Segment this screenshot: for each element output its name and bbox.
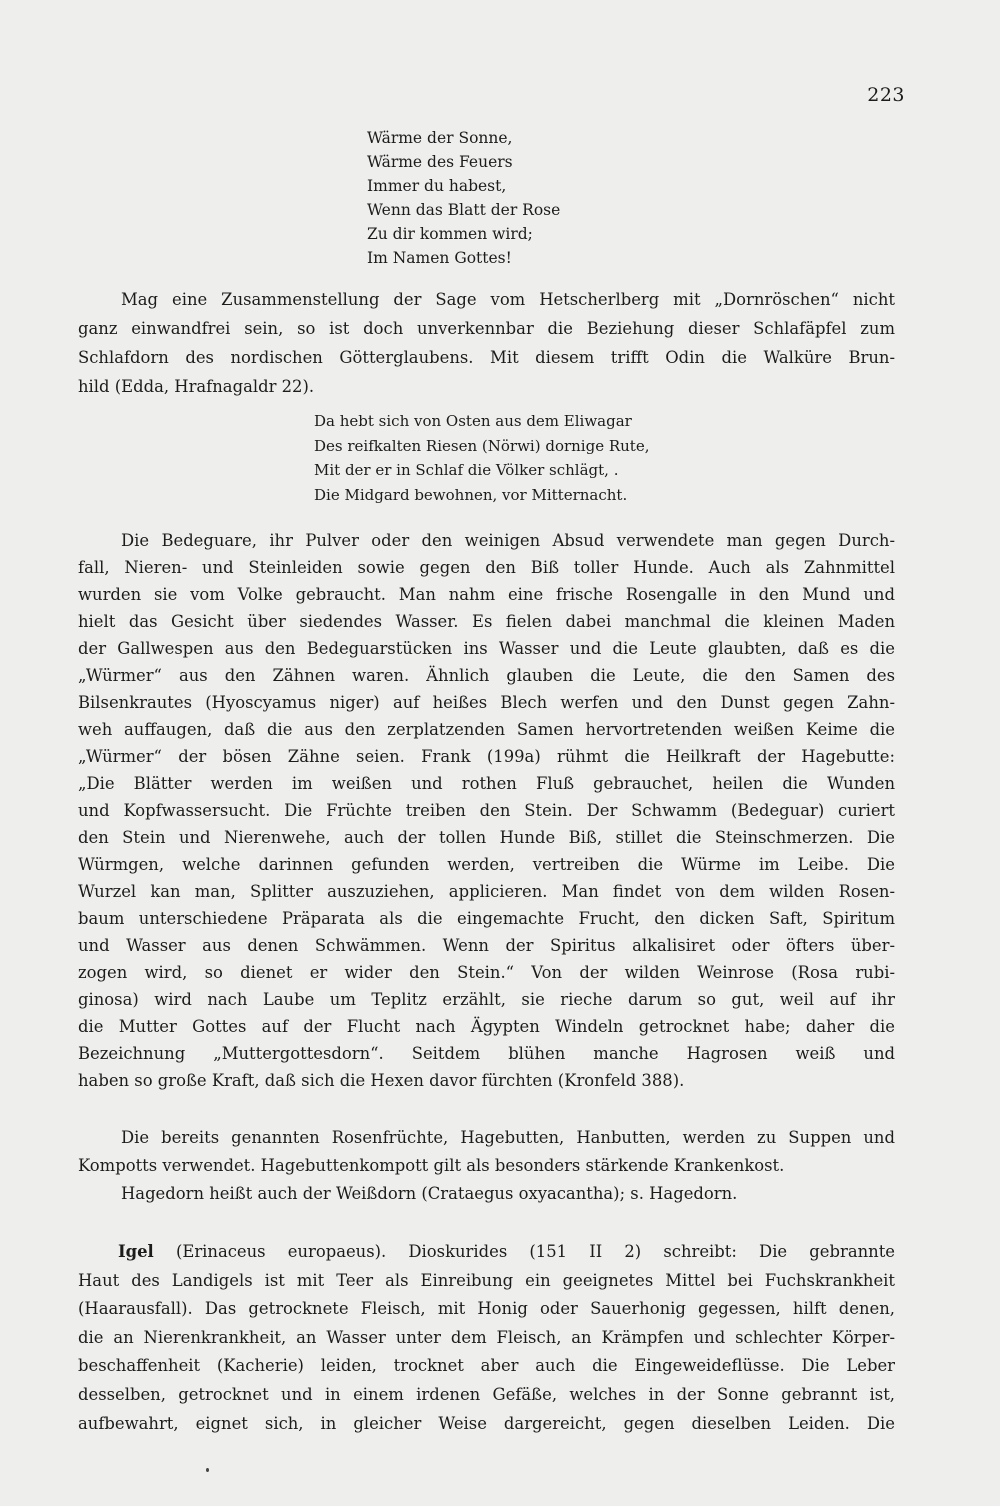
verse-line: Wenn das Blatt der Rose <box>367 201 561 219</box>
text-fragment: (Erinaceus europaeus). Dioskurides (151 II 2) schreibt: Die gebrannte <box>153 1242 895 1261</box>
text-line: Wurzel kan man, Splitter auszuziehen, applicieren. Man findet von dem wilden Rosen- <box>78 882 895 901</box>
verse-line: Des reifkalten Riesen (Nörwi) dornige Rute, <box>314 436 650 455</box>
text-line: der Gallwespen aus den Bedeguarstücken ins Wasser und die Leute glaubten, daß es die <box>78 639 895 658</box>
verse-line: Zu dir kommen wird; <box>367 225 533 243</box>
print-speck <box>206 1468 209 1472</box>
text-line: „Würmer“ der bösen Zähne seien. Frank (199a) rühmt die Heilkraft der Hagebutte: <box>78 747 895 766</box>
paragraph-dornroeschen <box>78 285 895 401</box>
text-line: weh auffaugen, daß die aus den zerplatzenden Samen hervortretenden weißen Keime die <box>78 720 895 739</box>
text-line: die Mutter Gottes auf der Flucht nach Ägypten Windeln getrocknet habe; daher die <box>78 1017 895 1036</box>
text-line: haben so große Kraft, daß sich die Hexen davor fürchten (Kronfeld 388). <box>78 1071 685 1090</box>
paragraph-hagedorn <box>78 1180 895 1208</box>
verse-line: Da hebt sich von Osten aus dem Eliwagar <box>314 412 632 430</box>
verse-block-edda <box>314 409 649 507</box>
text-line: (Haarausfall). Das getrocknete Fleisch, mit Honig oder Sauerhonig gegessen, hilft denen, <box>78 1299 895 1319</box>
text-line: hild (Edda, Hrafnagaldr 22). <box>78 377 315 396</box>
text-line: Hagedorn heißt auch der Weißdorn (Crataegus oxyacantha); s. Hagedorn. <box>121 1184 738 1203</box>
text-line: hielt das Gesicht über siedendes Wasser. Es fielen dabei manchmal die kleinen Maden <box>78 612 895 631</box>
text-line: und Wasser aus denen Schwämmen. Wenn der Spiritus alkalisiret oder öfters über- <box>78 936 895 955</box>
text-line: Schlafdorn des nordischen Götterglaubens. Mit diesem trifft Odin die Walküre Brun- <box>78 348 895 367</box>
text-line: ganz einwandfrei sein, so ist doch unverkennbar die Beziehung dieser Schlafäpfel zum <box>78 319 895 338</box>
text-line: den Stein und Nierenwehe, auch der tollen Hunde Biß, stillet die Steinschmerzen. Die <box>78 828 895 847</box>
paragraph-bedeguare <box>78 527 895 1094</box>
text-line: baum unterschiedene Präparata als die eingemachte Frucht, den dicken Saft, Spiritum <box>78 909 895 928</box>
text-line: „Die Blätter werden im weißen und rothen Fluß gebrauchet, heilen die Wunden <box>78 774 895 793</box>
verse-line: Wärme der Sonne, <box>367 129 513 147</box>
verse-line: Immer du habest, <box>367 177 507 195</box>
text-line: zogen wird, so dienet er wider den Stein.“ Von der wilden Weinrose (Rosa rubi- <box>78 963 895 982</box>
text-line: desselben, getrocknet und in einem irdenen Gefäße, welches in der Sonne gebrannt ist, <box>78 1384 895 1404</box>
entry-headword: Igel <box>118 1242 154 1261</box>
text-line: Die Bedeguare, ihr Pulver oder den weinigen Absud verwendete man gegen Durch- <box>121 531 895 550</box>
text-line: die an Nierenkrankheit, an Wasser unter dem Fleisch, an Krämpfen und schlechter Körper- <box>78 1327 895 1347</box>
verse-line: Wärme des Feuers <box>367 153 513 171</box>
verse-line: Mit der er in Schlaf die Völker schlägt, . <box>314 461 619 479</box>
verse-block-rose-charm <box>367 126 560 270</box>
verse-line: Die Midgard bewohnen, vor Mitternacht. <box>314 485 628 504</box>
text-line: „Würmer“ aus den Zähnen waren. Ähnlich glauben die Leute, die den Samen des <box>78 666 895 685</box>
text-line: Haut des Landigels ist mit Teer als Einreibung ein geeignetes Mittel bei Fuchskrankheit <box>78 1270 895 1290</box>
verse-line: Im Namen Gottes! <box>367 249 512 267</box>
text-line <box>78 1238 895 1267</box>
text-line: Würmgen, welche darinnen gefunden werden, vertreiben die Würme im Leibe. Die <box>78 855 895 874</box>
text-line: Die bereits genannten Rosenfrüchte, Hagebutten, Hanbutten, werden zu Suppen und <box>121 1128 895 1147</box>
entry-igel <box>78 1238 895 1438</box>
text-line: aufbewahrt, eignet sich, in gleicher Weise dargereicht, gegen dieselben Leiden. Die <box>78 1413 895 1433</box>
text-line: Mag eine Zusammenstellung der Sage vom Hetscherlberg mit „Dornröschen“ nicht <box>121 290 895 309</box>
text-line: Bezeichnung „Muttergottesdorn“. Seitdem blühen manche Hagrosen weiß und <box>78 1044 895 1063</box>
text-line: Bilsenkrautes (Hyoscyamus niger) auf heißes Blech werfen und den Dunst gegen Zahn- <box>78 693 895 712</box>
text-line: und Kopfwassersucht. Die Früchte treiben den Stein. Der Schwamm (Bedeguar) curiert <box>78 801 895 820</box>
text-line: wurden sie vom Volke gebraucht. Man nahm eine frische Rosengalle in den Mund und <box>78 585 895 604</box>
text-line: ginosa) wird nach Laube um Teplitz erzählt, sie rieche darum so gut, weil auf ihr <box>78 990 895 1009</box>
paragraph-rosenfruechte <box>78 1124 895 1180</box>
page-number: 223 <box>867 84 905 106</box>
text-line: beschaffenheit (Kacherie) leiden, trocknet aber auch die Eingeweideflüsse. Die Leber <box>78 1356 895 1376</box>
text-line: Kompotts verwendet. Hagebuttenkompott gilt als besonders stärkende Krankenkost. <box>78 1156 785 1175</box>
text-line: fall, Nieren- und Steinleiden sowie gegen den Biß toller Hunde. Auch als Zahnmittel <box>78 558 895 577</box>
